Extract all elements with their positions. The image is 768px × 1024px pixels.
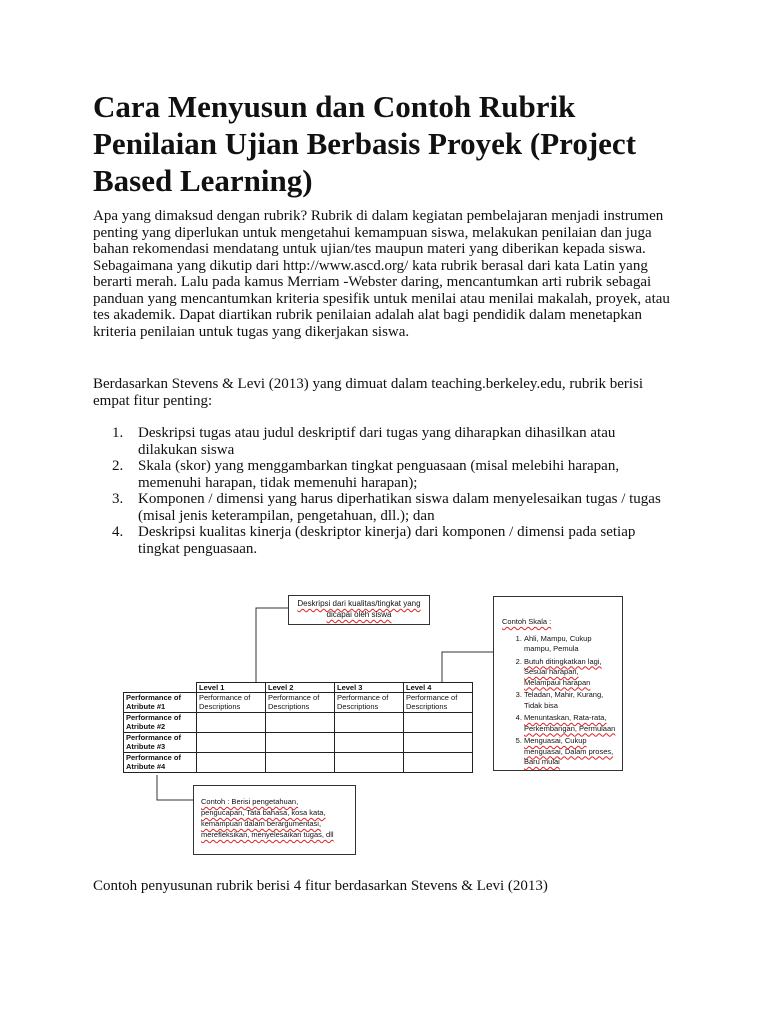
descriptor-callout: Deskripsi dari kualitas/tingkat yang dicapai oleh siswa xyxy=(288,595,430,625)
list-item: 3. Komponen / dimensi yang harus diperhatikan siswa dalam menyelesaikan tugas / tugas (misal jenis keterampilan, pengetahuan, dll.); dan xyxy=(112,491,661,524)
scale-list xyxy=(502,634,616,768)
table-row: Performance of Atribute #3 xyxy=(124,733,473,753)
features-list xyxy=(93,425,673,557)
rubric-table xyxy=(123,682,473,773)
list-item: 5. Menguasai, Cukup menguasai, Dalam proses, Baru mulai xyxy=(524,736,616,768)
list-item: 2. Skala (skor) yang menggambarkan tingkat penguasaan (misal melebihi harapan, memenuhi harapan, tidak memenuhi harapan); xyxy=(112,458,620,491)
list-item: 2. Butuh ditingkatkan lagi, Sesuai harapan, Melampaui harapan xyxy=(524,657,616,689)
list-item: 3. Teladan, Mahir, Kurang, Tidak bisa xyxy=(524,690,616,711)
list-item: 4. Deskripsi kualitas kinerja (deskriptor kinerja) dari komponen / dimensi pada setiap tingkat penguasaan. xyxy=(112,524,636,557)
features-intro-paragraph: Berdasarkan Stevens & Levi (2013) yang dimuat dalam teaching.berkeley.edu, rubrik berisi empat fitur penting: xyxy=(93,376,644,409)
intro-paragraph: Apa yang dimaksud dengan rubrik? Rubrik di dalam kegiatan pembelajaran menjadi instrumen penting yang diperlukan untuk mengetahui kemampuan siswa, melakukan penilaian dan juga bahan rekomendasi mendatang untuk ujian/tes maupun materi yang diberikan kepada siswa. Sebagaimana yang dikutip dari http://www.ascd.org/ kata rubrik berasal dari kata Latin yang berarti merah. Lalu pada kamus Merriam -Webster daring, mencantumkan arti rubrik sebagai panduan yang mencantumkan kriteria spesifik untuk menilai atau menilai makalah, proyek, atau tes akademik. Dapat diartikan rubrik penilaian adalah alat bagi pendidik dalam menetapkan kriteria penilaian untuk tugas yang dikerjakan siswa. xyxy=(93,208,670,340)
table-row: Performance of Atribute #4 xyxy=(124,753,473,773)
list-item: 4. Menuntaskan, Rata-rata, Perkembangan, Permulaan xyxy=(524,713,616,734)
scale-example-callout: Contoh Skala : 1. Ahli, Mampu, Cukup mampu, Pemula 2. Butuh ditingkatkan lagi, Sesuai harapan, Melampaui harapan 3. Teladan, Mahir, Kurang, Tidak bisa 4. Menuntaskan, Rata-rata, Perkembangan, Permulaan 5. Menguasai, Cukup menguasai, Dalam proses, Baru mulai xyxy=(493,596,623,771)
figure-caption: Contoh penyusunan rubrik berisi 4 fitur berdasarkan Stevens & Levi (2013) xyxy=(93,878,548,894)
table-header: Level 4 xyxy=(404,683,473,693)
article-title: Cara Menyusun dan Contoh Rubrik Penilaian Ujian Berbasis Proyek (Project Based Learning) xyxy=(93,89,637,198)
list-item: 1. Deskripsi tugas atau judul deskriptif dari tugas yang diharapkan dihasilkan atau dilakukan siswa xyxy=(112,425,616,458)
table-header: Level 2 xyxy=(266,683,335,693)
list-item: 1. Ahli, Mampu, Cukup mampu, Pemula xyxy=(524,634,616,655)
table-row: Performance of Atribute #1 Performance of Descriptions Performance of Descriptions Performance of Descriptions Performance of Descriptions xyxy=(124,693,473,713)
table-header: Level 1 xyxy=(197,683,266,693)
component-example-callout: Contoh : Berisi pengetahuan, pengucapan, Tata bahasa, kosa kata, kemampuan dalam berargumentasi, merefleksikan, menyelesaikan tugas, dll xyxy=(193,785,356,855)
table-row: Performance of Atribute #2 xyxy=(124,713,473,733)
table-header: Level 3 xyxy=(335,683,404,693)
